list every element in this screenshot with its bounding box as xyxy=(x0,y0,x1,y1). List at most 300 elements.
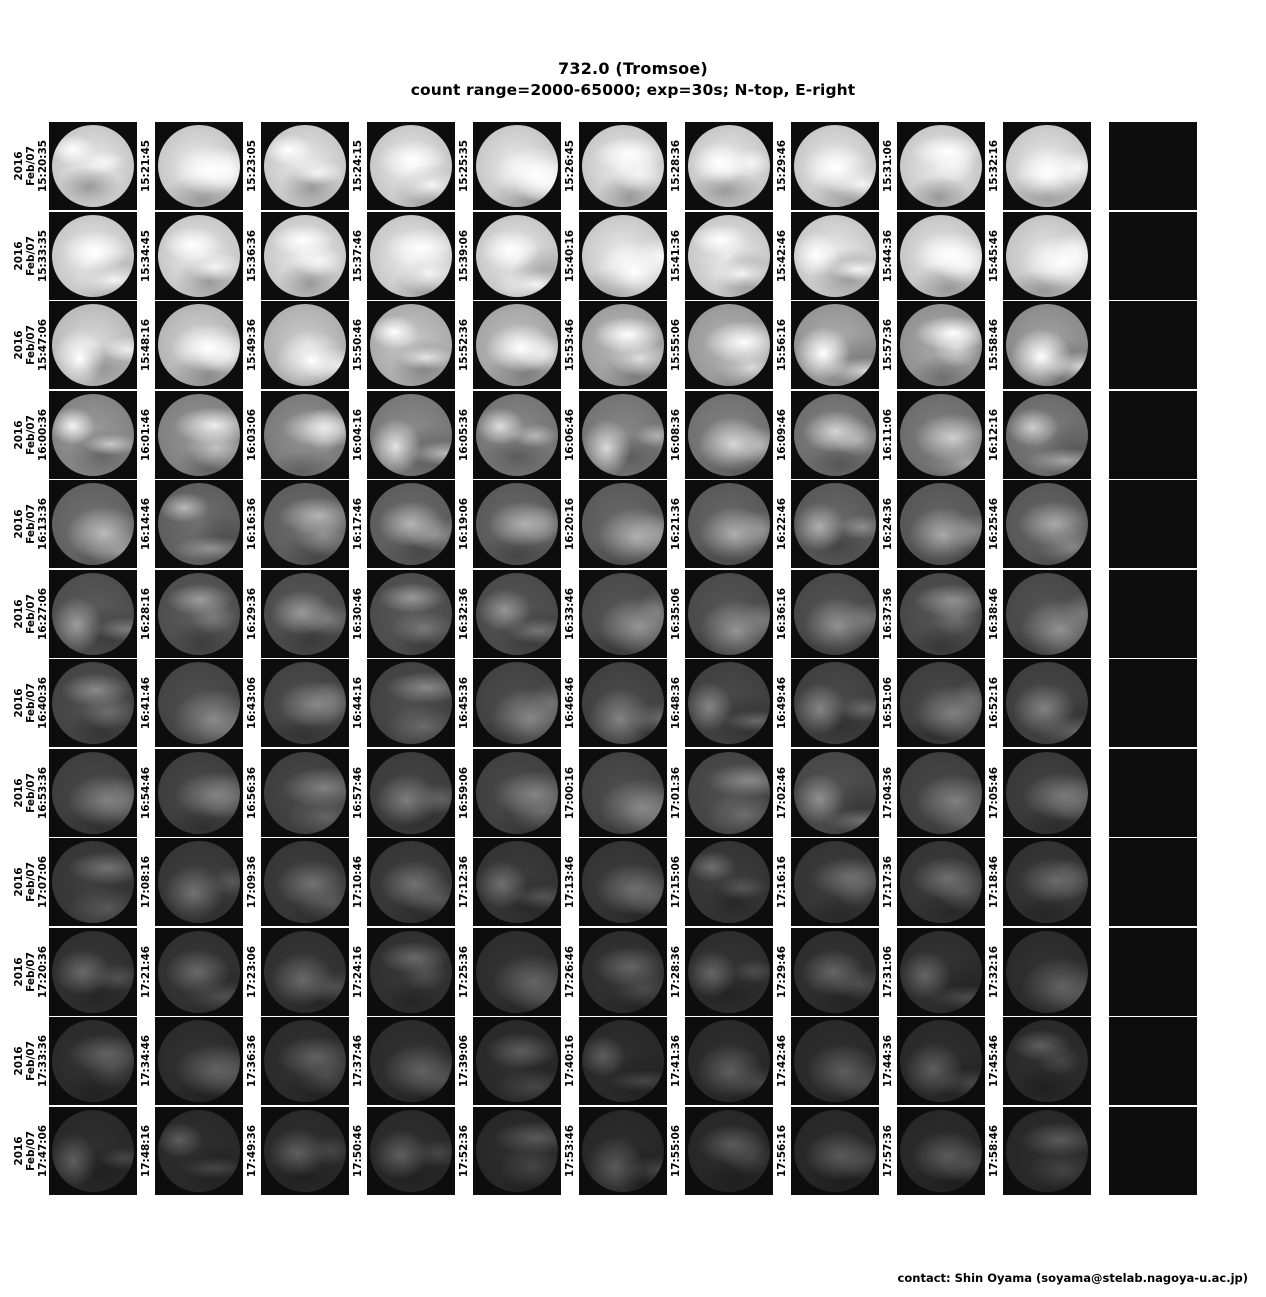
frame-time-text: 16:33:46 xyxy=(564,587,576,640)
allsky-frame[interactable] xyxy=(261,1017,367,1105)
allsky-frame[interactable] xyxy=(1003,659,1109,747)
allsky-image[interactable] xyxy=(261,212,349,300)
allsky-frame[interactable] xyxy=(579,122,685,210)
allsky-image[interactable] xyxy=(155,1107,243,1195)
allsky-image[interactable] xyxy=(791,301,879,389)
allsky-frame[interactable] xyxy=(897,1107,1003,1195)
allsky-image[interactable] xyxy=(155,749,243,837)
allsky-frame[interactable] xyxy=(791,659,897,747)
allsky-image[interactable] xyxy=(791,570,879,658)
allsky-image[interactable] xyxy=(1003,570,1091,658)
allsky-frame[interactable] xyxy=(261,659,367,747)
allsky-frame[interactable] xyxy=(1109,301,1197,389)
allsky-frame[interactable] xyxy=(897,301,1003,389)
allsky-frame[interactable] xyxy=(685,480,791,568)
allsky-frame[interactable] xyxy=(367,301,473,389)
allsky-frame[interactable] xyxy=(49,212,155,300)
allsky-frame[interactable] xyxy=(49,928,155,1016)
frame-time-text: 15:56:16 xyxy=(776,318,788,372)
allsky-frame[interactable] xyxy=(367,570,473,658)
allsky-image[interactable] xyxy=(367,749,455,837)
allsky-frame[interactable] xyxy=(1109,838,1197,926)
allsky-frame[interactable] xyxy=(791,570,897,658)
allsky-frame[interactable] xyxy=(155,749,261,837)
allsky-frame[interactable] xyxy=(155,212,261,300)
allsky-image[interactable] xyxy=(1003,122,1091,210)
allsky-frame[interactable] xyxy=(897,122,1003,210)
allsky-frame[interactable] xyxy=(155,838,261,926)
allsky-frame[interactable] xyxy=(685,570,791,658)
allsky-image[interactable] xyxy=(685,570,773,658)
allsky-frame[interactable] xyxy=(791,391,897,479)
allsky-frame[interactable] xyxy=(1109,928,1197,1016)
allsky-image[interactable] xyxy=(261,1017,349,1105)
sky-disc xyxy=(1006,125,1088,207)
sky-disc xyxy=(370,1110,452,1192)
allsky-frame[interactable] xyxy=(579,1017,685,1105)
allsky-frame[interactable] xyxy=(367,749,473,837)
allsky-image[interactable] xyxy=(685,122,773,210)
allsky-image[interactable] xyxy=(473,480,561,568)
sky-disc xyxy=(264,662,346,744)
allsky-image[interactable] xyxy=(155,1017,243,1105)
allsky-image[interactable] xyxy=(49,749,137,837)
allsky-frame[interactable] xyxy=(155,1017,261,1105)
allsky-image[interactable] xyxy=(1109,391,1197,479)
frame-time-text: 17:23:06 xyxy=(246,945,258,998)
allsky-frame[interactable] xyxy=(791,301,897,389)
allsky-frame[interactable] xyxy=(473,570,579,658)
allsky-image[interactable] xyxy=(49,838,137,926)
allsky-frame[interactable] xyxy=(473,391,579,479)
allsky-image[interactable] xyxy=(261,391,349,479)
allsky-frame[interactable] xyxy=(897,570,1003,658)
allsky-frame[interactable] xyxy=(1003,1017,1109,1105)
frame-time-label xyxy=(985,570,1003,658)
allsky-frame[interactable] xyxy=(1003,749,1109,837)
allsky-image[interactable] xyxy=(897,480,985,568)
allsky-frame[interactable] xyxy=(261,480,367,568)
allsky-frame[interactable] xyxy=(897,1017,1003,1105)
allsky-frame[interactable] xyxy=(791,749,897,837)
allsky-frame[interactable] xyxy=(367,391,473,479)
allsky-image[interactable] xyxy=(261,570,349,658)
allsky-frame[interactable] xyxy=(791,1017,897,1105)
frame-time-text: 17:16:16 xyxy=(776,855,788,909)
allsky-image[interactable] xyxy=(155,570,243,658)
allsky-image[interactable] xyxy=(155,480,243,568)
allsky-frame[interactable] xyxy=(367,1107,473,1195)
allsky-frame[interactable] xyxy=(473,838,579,926)
allsky-image[interactable] xyxy=(791,928,879,1016)
allsky-frame[interactable] xyxy=(1109,480,1197,568)
allsky-image[interactable] xyxy=(473,659,561,747)
frame-time-text: 16:21:36 xyxy=(670,497,682,551)
allsky-image[interactable] xyxy=(49,1107,137,1195)
allsky-frame[interactable] xyxy=(685,749,791,837)
allsky-image[interactable] xyxy=(685,1107,773,1195)
allsky-image[interactable] xyxy=(367,480,455,568)
allsky-image[interactable] xyxy=(155,659,243,747)
allsky-image[interactable] xyxy=(155,391,243,479)
allsky-image[interactable] xyxy=(367,570,455,658)
allsky-image[interactable] xyxy=(155,301,243,389)
allsky-frame[interactable] xyxy=(261,122,367,210)
allsky-image[interactable] xyxy=(367,1107,455,1195)
allsky-frame[interactable] xyxy=(897,838,1003,926)
allsky-image[interactable] xyxy=(261,659,349,747)
allsky-frame[interactable] xyxy=(155,480,261,568)
allsky-frame[interactable] xyxy=(367,838,473,926)
allsky-frame[interactable] xyxy=(579,301,685,389)
allsky-image[interactable] xyxy=(685,212,773,300)
allsky-frame[interactable] xyxy=(579,480,685,568)
allsky-image[interactable] xyxy=(1109,570,1197,658)
allsky-frame[interactable] xyxy=(685,1107,791,1195)
allsky-frame[interactable] xyxy=(473,1017,579,1105)
allsky-image[interactable] xyxy=(261,122,349,210)
allsky-image[interactable] xyxy=(897,301,985,389)
allsky-image[interactable] xyxy=(473,1017,561,1105)
image-row xyxy=(13,212,1199,302)
row-time-label xyxy=(13,1017,49,1105)
allsky-frame[interactable] xyxy=(1109,570,1197,658)
allsky-image[interactable] xyxy=(261,838,349,926)
allsky-image[interactable] xyxy=(1109,838,1197,926)
allsky-frame[interactable] xyxy=(1109,212,1197,300)
frame-time-label xyxy=(455,659,473,747)
allsky-image[interactable] xyxy=(1003,1017,1091,1105)
allsky-image[interactable] xyxy=(1003,928,1091,1016)
row-time-label-text: 2016 Feb/07 17:07:06 xyxy=(12,855,50,909)
sky-disc xyxy=(1112,215,1194,297)
allsky-frame[interactable] xyxy=(791,1107,897,1195)
frame-time-label xyxy=(1091,1107,1109,1195)
allsky-image[interactable] xyxy=(261,301,349,389)
allsky-frame[interactable] xyxy=(155,659,261,747)
allsky-frame[interactable] xyxy=(367,659,473,747)
allsky-frame[interactable] xyxy=(1109,391,1197,479)
allsky-image[interactable] xyxy=(1003,838,1091,926)
allsky-image[interactable] xyxy=(897,1107,985,1195)
allsky-image[interactable] xyxy=(473,212,561,300)
allsky-frame[interactable] xyxy=(49,1107,155,1195)
allsky-image[interactable] xyxy=(685,749,773,837)
allsky-frame[interactable] xyxy=(579,659,685,747)
allsky-frame[interactable] xyxy=(473,928,579,1016)
allsky-frame[interactable] xyxy=(49,838,155,926)
allsky-frame[interactable] xyxy=(1109,749,1197,837)
allsky-image[interactable] xyxy=(897,749,985,837)
allsky-frame[interactable] xyxy=(1003,838,1109,926)
allsky-image[interactable] xyxy=(1109,301,1197,389)
sky-disc xyxy=(370,483,452,565)
allsky-frame[interactable] xyxy=(261,1107,367,1195)
allsky-image[interactable] xyxy=(155,838,243,926)
allsky-frame[interactable] xyxy=(473,749,579,837)
frame-time-label xyxy=(879,659,897,747)
allsky-frame[interactable] xyxy=(685,301,791,389)
allsky-image[interactable] xyxy=(1109,659,1197,747)
allsky-frame[interactable] xyxy=(579,212,685,300)
allsky-image[interactable] xyxy=(367,301,455,389)
allsky-frame[interactable] xyxy=(685,838,791,926)
allsky-frame[interactable] xyxy=(367,480,473,568)
allsky-image[interactable] xyxy=(791,838,879,926)
allsky-frame[interactable] xyxy=(685,212,791,300)
allsky-image[interactable] xyxy=(579,749,667,837)
allsky-image[interactable] xyxy=(791,122,879,210)
allsky-image[interactable] xyxy=(1109,928,1197,1016)
allsky-image[interactable] xyxy=(685,659,773,747)
allsky-image[interactable] xyxy=(1109,1017,1197,1105)
allsky-frame[interactable] xyxy=(473,659,579,747)
allsky-image[interactable] xyxy=(897,122,985,210)
allsky-frame[interactable] xyxy=(1003,122,1109,210)
allsky-frame[interactable] xyxy=(1003,212,1109,300)
allsky-frame[interactable] xyxy=(791,122,897,210)
allsky-image[interactable] xyxy=(579,928,667,1016)
allsky-image[interactable] xyxy=(367,838,455,926)
allsky-frame[interactable] xyxy=(1003,480,1109,568)
allsky-frame[interactable] xyxy=(579,1107,685,1195)
allsky-frame[interactable] xyxy=(261,838,367,926)
allsky-image[interactable] xyxy=(1003,659,1091,747)
allsky-frame[interactable] xyxy=(49,570,155,658)
allsky-frame[interactable] xyxy=(367,212,473,300)
allsky-image[interactable] xyxy=(49,928,137,1016)
allsky-image[interactable] xyxy=(155,212,243,300)
frame-time-label xyxy=(455,480,473,568)
allsky-image[interactable] xyxy=(685,928,773,1016)
allsky-frame[interactable] xyxy=(1109,659,1197,747)
allsky-frame[interactable] xyxy=(49,659,155,747)
allsky-image[interactable] xyxy=(367,659,455,747)
frame-time-label xyxy=(455,391,473,479)
allsky-frame[interactable] xyxy=(579,391,685,479)
allsky-image[interactable] xyxy=(367,391,455,479)
allsky-image[interactable] xyxy=(1003,1107,1091,1195)
allsky-image[interactable] xyxy=(685,391,773,479)
allsky-frame[interactable] xyxy=(473,1107,579,1195)
allsky-image[interactable] xyxy=(897,659,985,747)
allsky-frame[interactable] xyxy=(897,659,1003,747)
allsky-frame[interactable] xyxy=(791,212,897,300)
allsky-image[interactable] xyxy=(791,1017,879,1105)
allsky-frame[interactable] xyxy=(367,122,473,210)
allsky-image[interactable] xyxy=(897,928,985,1016)
allsky-frame[interactable] xyxy=(473,212,579,300)
frame-time-label xyxy=(243,212,261,300)
allsky-frame[interactable] xyxy=(367,928,473,1016)
allsky-image[interactable] xyxy=(49,301,137,389)
frame-time-label xyxy=(243,1107,261,1195)
allsky-image[interactable] xyxy=(685,480,773,568)
allsky-frame[interactable] xyxy=(367,1017,473,1105)
allsky-frame[interactable] xyxy=(155,122,261,210)
allsky-frame[interactable] xyxy=(155,928,261,1016)
allsky-image[interactable] xyxy=(1109,122,1197,210)
frame-time-label xyxy=(879,838,897,926)
allsky-image[interactable] xyxy=(49,659,137,747)
allsky-image[interactable] xyxy=(897,838,985,926)
allsky-frame[interactable] xyxy=(49,122,155,210)
allsky-image[interactable] xyxy=(367,928,455,1016)
allsky-frame[interactable] xyxy=(49,391,155,479)
allsky-frame[interactable] xyxy=(685,1017,791,1105)
allsky-image[interactable] xyxy=(1003,480,1091,568)
allsky-image[interactable] xyxy=(791,212,879,300)
allsky-frame[interactable] xyxy=(579,928,685,1016)
allsky-image[interactable] xyxy=(155,122,243,210)
allsky-image[interactable] xyxy=(579,659,667,747)
frame-time-text: 17:18:46 xyxy=(988,855,1000,909)
allsky-frame[interactable] xyxy=(49,301,155,389)
allsky-frame[interactable] xyxy=(579,749,685,837)
allsky-frame[interactable] xyxy=(1003,928,1109,1016)
allsky-image[interactable] xyxy=(1109,480,1197,568)
allsky-image[interactable] xyxy=(791,480,879,568)
allsky-image[interactable] xyxy=(261,928,349,1016)
allsky-image[interactable] xyxy=(473,1107,561,1195)
allsky-image[interactable] xyxy=(49,570,137,658)
frame-time-text: 15:44:36 xyxy=(882,229,894,282)
allsky-image[interactable] xyxy=(1003,749,1091,837)
allsky-frame[interactable] xyxy=(897,928,1003,1016)
allsky-image[interactable] xyxy=(261,749,349,837)
allsky-frame[interactable] xyxy=(261,749,367,837)
allsky-image[interactable] xyxy=(579,212,667,300)
sky-disc xyxy=(476,662,558,744)
allsky-frame[interactable] xyxy=(1003,1107,1109,1195)
allsky-frame[interactable] xyxy=(685,659,791,747)
allsky-frame[interactable] xyxy=(1003,570,1109,658)
allsky-image[interactable] xyxy=(49,122,137,210)
allsky-image[interactable] xyxy=(579,570,667,658)
allsky-image[interactable] xyxy=(579,480,667,568)
allsky-frame[interactable] xyxy=(685,928,791,1016)
allsky-image[interactable] xyxy=(579,1107,667,1195)
frame-time-text: 17:08:16 xyxy=(140,855,152,909)
allsky-frame[interactable] xyxy=(261,212,367,300)
allsky-image[interactable] xyxy=(155,928,243,1016)
allsky-frame[interactable] xyxy=(155,1107,261,1195)
allsky-image[interactable] xyxy=(579,301,667,389)
allsky-image[interactable] xyxy=(473,122,561,210)
allsky-image[interactable] xyxy=(473,391,561,479)
frame-time-text: 16:44:16 xyxy=(352,676,364,730)
allsky-image[interactable] xyxy=(49,480,137,568)
allsky-frame[interactable] xyxy=(1109,1107,1197,1195)
allsky-image[interactable] xyxy=(1003,391,1091,479)
allsky-image[interactable] xyxy=(897,570,985,658)
allsky-image[interactable] xyxy=(49,391,137,479)
allsky-image[interactable] xyxy=(473,570,561,658)
frame-time-text: 16:24:36 xyxy=(882,497,894,551)
allsky-frame[interactable] xyxy=(155,570,261,658)
sky-disc xyxy=(794,483,876,565)
allsky-image[interactable] xyxy=(473,838,561,926)
allsky-frame[interactable] xyxy=(791,928,897,1016)
allsky-image[interactable] xyxy=(473,301,561,389)
sky-disc xyxy=(52,215,134,297)
allsky-frame[interactable] xyxy=(791,838,897,926)
allsky-image[interactable] xyxy=(367,1017,455,1105)
allsky-frame[interactable] xyxy=(261,301,367,389)
sky-disc xyxy=(264,304,346,386)
allsky-image[interactable] xyxy=(579,122,667,210)
image-row xyxy=(13,659,1199,749)
allsky-image[interactable] xyxy=(897,391,985,479)
allsky-image[interactable] xyxy=(1109,1107,1197,1195)
allsky-image[interactable] xyxy=(685,301,773,389)
allsky-image[interactable] xyxy=(261,1107,349,1195)
allsky-image[interactable] xyxy=(1003,212,1091,300)
allsky-frame[interactable] xyxy=(155,301,261,389)
allsky-frame[interactable] xyxy=(49,480,155,568)
allsky-image[interactable] xyxy=(473,928,561,1016)
allsky-frame[interactable] xyxy=(579,838,685,926)
allsky-frame[interactable] xyxy=(49,1017,155,1105)
allsky-image[interactable] xyxy=(791,659,879,747)
sky-disc xyxy=(1006,931,1088,1013)
allsky-frame[interactable] xyxy=(473,301,579,389)
allsky-image[interactable] xyxy=(579,1017,667,1105)
allsky-image[interactable] xyxy=(791,749,879,837)
allsky-frame[interactable] xyxy=(897,212,1003,300)
allsky-frame[interactable] xyxy=(261,570,367,658)
allsky-frame[interactable] xyxy=(473,122,579,210)
allsky-image[interactable] xyxy=(1109,212,1197,300)
frame-time-text: 17:31:06 xyxy=(882,945,894,998)
allsky-frame[interactable] xyxy=(897,749,1003,837)
allsky-image[interactable] xyxy=(685,1017,773,1105)
allsky-image[interactable] xyxy=(1109,749,1197,837)
allsky-frame[interactable] xyxy=(579,570,685,658)
allsky-image[interactable] xyxy=(49,212,137,300)
allsky-frame[interactable] xyxy=(261,928,367,1016)
allsky-frame[interactable] xyxy=(155,391,261,479)
sky-disc xyxy=(1112,573,1194,655)
allsky-frame[interactable] xyxy=(685,391,791,479)
allsky-image[interactable] xyxy=(367,122,455,210)
allsky-image[interactable] xyxy=(367,212,455,300)
allsky-image[interactable] xyxy=(579,838,667,926)
allsky-image[interactable] xyxy=(897,212,985,300)
allsky-frame[interactable] xyxy=(791,480,897,568)
allsky-frame[interactable] xyxy=(1003,301,1109,389)
allsky-image[interactable] xyxy=(791,1107,879,1195)
sky-disc xyxy=(264,125,346,207)
allsky-frame[interactable] xyxy=(1109,1017,1197,1105)
allsky-image[interactable] xyxy=(1003,301,1091,389)
allsky-frame[interactable] xyxy=(685,122,791,210)
allsky-image[interactable] xyxy=(49,1017,137,1105)
allsky-frame[interactable] xyxy=(261,391,367,479)
allsky-frame[interactable] xyxy=(49,749,155,837)
allsky-image[interactable] xyxy=(791,391,879,479)
allsky-image[interactable] xyxy=(685,838,773,926)
allsky-frame[interactable] xyxy=(1003,391,1109,479)
allsky-frame[interactable] xyxy=(1109,122,1197,210)
allsky-image[interactable] xyxy=(473,749,561,837)
allsky-frame[interactable] xyxy=(473,480,579,568)
allsky-frame[interactable] xyxy=(897,391,1003,479)
allsky-image[interactable] xyxy=(897,1017,985,1105)
allsky-image[interactable] xyxy=(261,480,349,568)
allsky-image[interactable] xyxy=(579,391,667,479)
allsky-frame[interactable] xyxy=(897,480,1003,568)
